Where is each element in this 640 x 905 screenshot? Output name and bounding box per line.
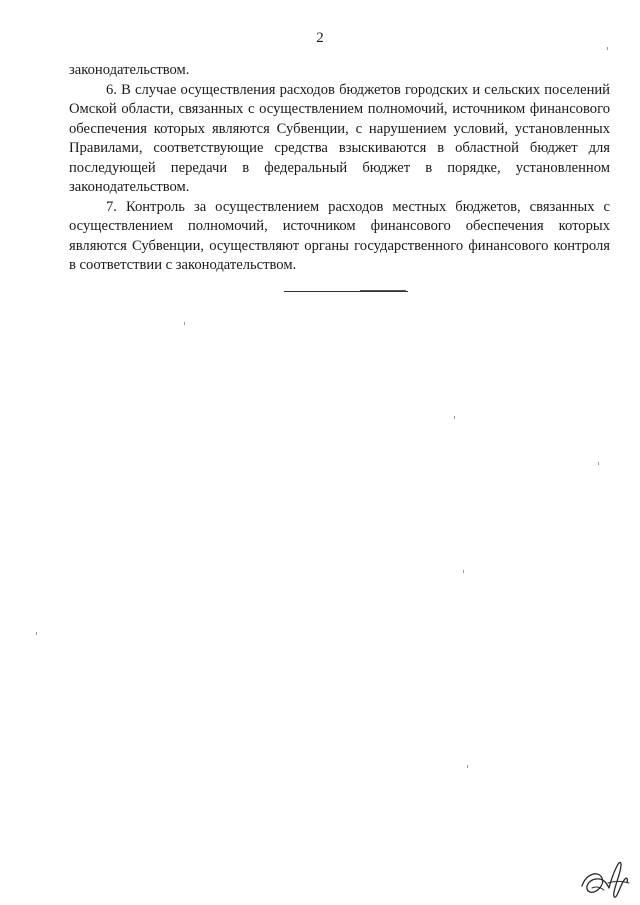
scan-speck [184, 322, 185, 325]
closing-divider [284, 291, 408, 292]
paragraph-item-6: 6. В случае осуществления расходов бюджетов городских и сельских поселений Омской области, связанных с осуществлением полномочий, источником финансового обеспечения которых являются Субвенции, с нарушением условий, установленных Правилами, соответствующие средства взыскиваются в областной бюджет для последующей передачи в федеральный бюджет в порядке, установленном законодательством. [69, 81, 610, 195]
scan-speck [454, 416, 455, 419]
page-number: 2 [316, 30, 324, 46]
paragraph-item-7: 7. Контроль за осуществлением расходов местных бюджетов, связанных с осуществлением полномочий, источником финансового обеспечения которых являются Субвенции, осуществляют органы государственного финансового контроля в соответствии с законодательством. [69, 198, 610, 273]
paragraph-continuation: законодательством. [69, 62, 190, 78]
scan-speck [467, 765, 468, 768]
scan-speck [607, 47, 608, 50]
signature-initials [578, 852, 632, 902]
document-body [69, 61, 610, 276]
scan-speck [463, 570, 464, 573]
scan-speck [598, 462, 599, 465]
scan-speck [36, 632, 37, 635]
